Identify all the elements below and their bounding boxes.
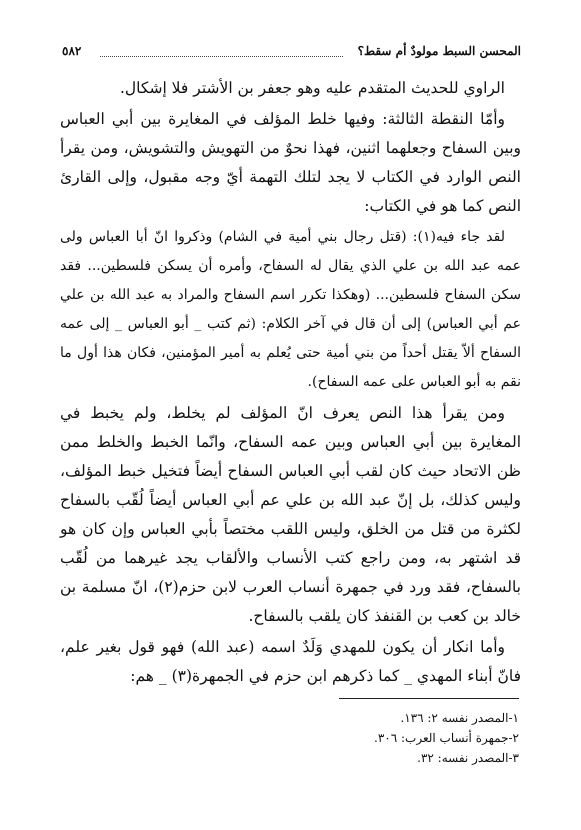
quoted-passage: لقد جاء فيه(١): (قتل رجال بني أمية في الشام) وذكروا انّ أبا العباس ولى عمه عبد الله بن علي الذي يقال له السفاح، وأمره أن يسكن فلسطين... فقد سكن السفاح فلسطين... (وهكذا تكرر اسم السفاح والمراد به عبد الله بن علي عم أبي العباس) إلى أن قال في آخر الكلام: (ثم كتب _ أبو العباس _ إلى عمه السفاح ألاّ يقتل أحداً من بني أمية حتى يُعلم به أمير المؤمنين، فكان هذا أول ما نقم به أبو العباس على عمه السفاح). — [60, 229, 521, 390]
paragraph-2: وأمّا النقطة الثالثة: وفيها خلط المؤلف في المغايرة بين أبي العباس وبين السفاح وجعلهما اثنين، فهذا نحوٌ من التهويش والتشويش، ومن يقرأ النص الوارد في الكتاب لا يجد لتلك التهمة أيّ وجه مقبول، وإلى القارئ النص كما هو في الكتاب: — [60, 110, 521, 215]
running-title: المحسن السبط مولودٌ أم سقط؟ — [357, 44, 521, 58]
running-header — [62, 44, 521, 64]
footnote-separator — [339, 698, 519, 699]
paragraph-1: الراوي للحديث المتقدم عليه وهو جعفر بن الأشتر فلا إشكال. — [119, 79, 505, 97]
footnote-1: ١-المصدر نفسه ٢: ١٣٦. — [400, 711, 519, 725]
footnote-2: ٢-جمهرة أنساب العرب: ٣٠٦. — [374, 731, 519, 745]
paragraph-4: ومن يقرأ هذا النص يعرف انّ المؤلف لم يخلط، ولم يخبط في المغايرة بين أبي العباس وبين عمه السفاح، وانّما الخبط والخلط ممن ظن الاتحاد حيث كان لقب أبي العباس السفاح أيضاً فتخيل خبط المؤلف، وليس كذلك، بل إنّ عبد الله بن علي عم أبي العباس أيضاً لُقّب بالسفاح لكثرة من قتل من الخلق، وليس اللقب مختصاً بأبي العباس وإن كان هو قد اشتهر به، ومن راجع كتب الأنساب والألقاب يجد غيرهما من لُقّب بالسفاح، فقد ورد في جمهرة أنساب العرب لابن حزم(٢)، انّ مسلمة بن خالد بن كعب بن القنفذ كان يلقب بالسفاح. — [60, 404, 521, 625]
footnotes — [60, 708, 519, 768]
body-text — [60, 74, 521, 693]
footnote-3: ٣-المصدر نفسه: ٣٢. — [417, 751, 519, 765]
header-dotted-leader — [100, 56, 343, 57]
page-number: ٥٨٢ — [62, 44, 82, 58]
paragraph-5: وأما انكار أن يكون للمهدي وَلَدٌ اسمه (عبد الله) فهو قول بغير علم، فانّ أبناء المهدي _ كما ذكرهم ابن حزم في الجمهرة(٣) _ هم: — [60, 638, 521, 685]
